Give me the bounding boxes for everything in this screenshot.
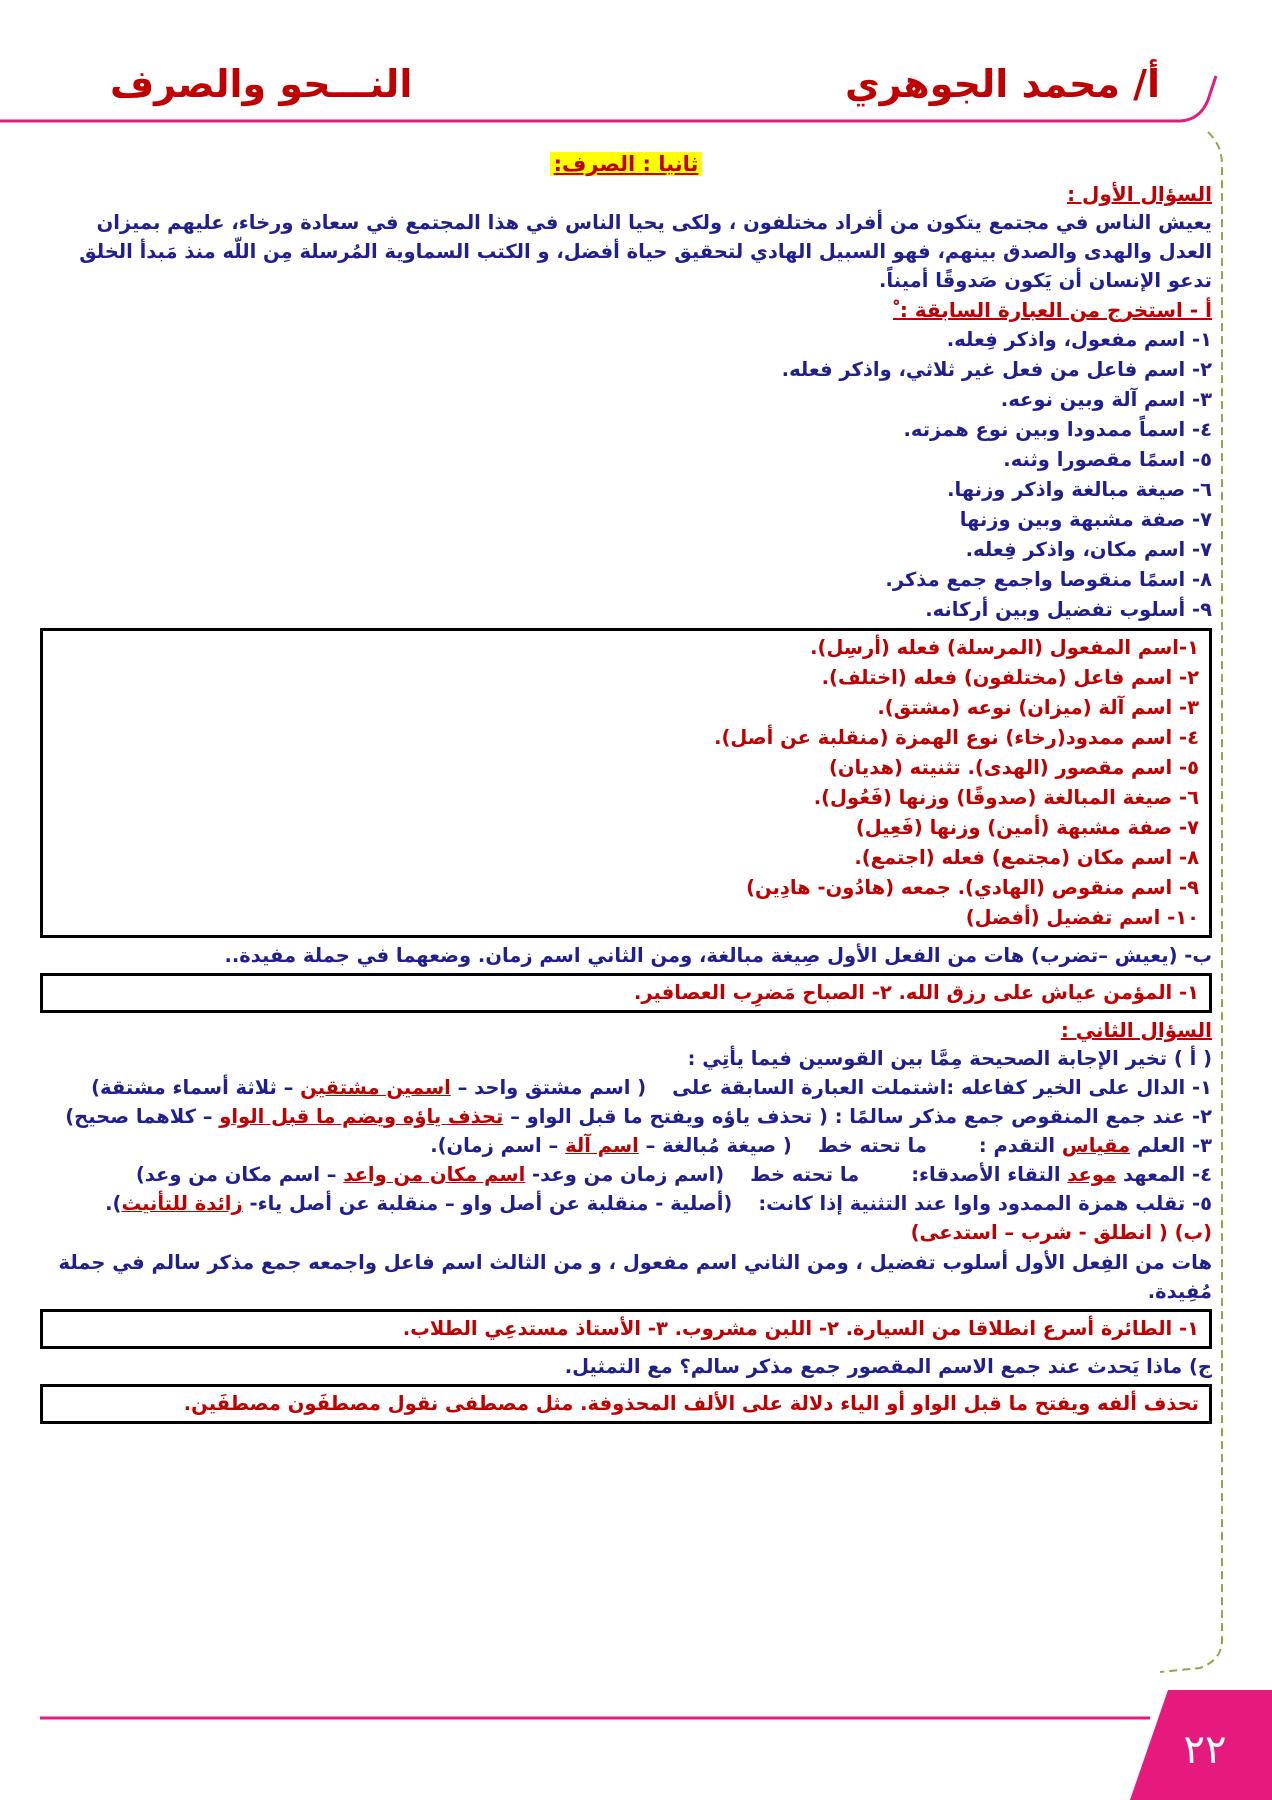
mcq-item: ٣- العلم مقياس التقدم :ما تحته خط( صيغة مُبالغة – اسم آلة – اسم زمان). [430,1134,1212,1157]
q1-part-b: ب- (يعيش –تضرب) هات من الفعل الأول صِيغة مبالغة، ومن الثاني اسم زمان. وضعهما في جملة مفيدة.. [224,944,1212,967]
list-item: ٧- صفة مشبهة وبين وزنها [959,508,1212,531]
q1-answer-box [40,628,1212,938]
q2-heading: السؤال الثاني : [1060,1018,1212,1042]
mcq-item: ٢- عند جمع المنقوص جمع مذكر سالمًا : ( تحذف ياؤه ويفتح ما قبل الواو – تحذف ياؤه ويضم ما قبل الواو – كلاهما صحيح) [65,1105,1212,1128]
list-item: ٣- اسم آلة وبين نوعه. [1000,388,1212,411]
header-author: أ/ محمد الجوهري [844,62,1160,106]
mcq-item: ٥- تقلب همزة الممدود واوا عند التثنية إذا كانت:(أصلية - منقلبة عن أصل واو – منقلبة عن أصل ياء- زائدة للتأنيث). [105,1192,1212,1215]
list-item: ٦- صيغة مبالغة واذكر وزنها. [947,478,1212,501]
q2-part-b-task: هات من الفِعل الأول أسلوب تفضيل ، ومن الثاني اسم مفعول ، و من الثالث اسم فاعل واجمعه جمع مذكر سالم في جملة مُفِيدة. [58,1251,1212,1303]
q1-part-a-heading: أ - استخرج من العبارة السابقة : ْ [892,298,1212,322]
list-item: ٤- اسماً ممدودا وبين نوع همزته. [903,418,1212,441]
answer-item: ٧- صفة مشبهة (أمين) وزنها (فَعِيل) [855,816,1199,839]
worksheet [40,150,1212,1427]
list-item: ٥- اسمًا مقصورا وثنه. [1003,448,1212,471]
answer-item: ٣- اسم آلة (ميزان) نوعه (مشتق). [877,696,1199,719]
answer-item: ٩- اسم منقوص (الهادي). جمعه (هادُون- هادِين) [746,876,1199,899]
answer-item: تحذف ألفه ويفتح ما قبل الواو أو الياء دلالة على الألف المحذوفة. مثل مصطفى نقول مصطفَون مصطفَين. [183,1392,1199,1415]
list-item: ٢- اسم فاعل من فعل غير ثلاثي، واذكر فعله. [781,358,1212,381]
mcq-correct-answer: اسم مكان من واعد [343,1163,526,1186]
mcq-correct-answer: زائدة للتأنيث [121,1192,243,1215]
answer-item: ٢- اسم فاعل (مختلفون) فعله (اختلف). [821,666,1199,689]
q2-part-b-verbs: (ب) ( انطلق - شرب – استدعى) [910,1221,1212,1244]
answer-item: ١- الطائرة أسرع انطلاقا من السيارة. ٢- اللبن مشروب. ٣- الأستاذ مستدعِي الطلاب. [402,1317,1199,1340]
section-title: ثانيا : الصرف: [40,152,1212,176]
q1-items [40,325,1212,625]
answer-item: ١٠- اسم تفضيل (أفضل) [965,906,1199,929]
answer-item: ١- المؤمن عياش على رزق الله. ٢- الصباح مَضرِب العصافير. [633,981,1199,1004]
answer-item: ١-اسم المفعول (المرسلة) فعله (أرسِل). [810,636,1199,659]
answer-item: ٨- اسم مكان (مجتمع) فعله (اجتمع). [854,846,1199,869]
q2-part-c-answer-box [40,1384,1212,1424]
list-item: ٨- اسمًا منقوصا واجمع جمع مذكر. [885,568,1212,591]
mcq-correct-answer: اسمين مشتقين [300,1076,451,1099]
list-item: ٧- اسم مكان، واذكر فِعله. [965,538,1212,561]
mcq-correct-answer: تحذف ياؤه ويضم ما قبل الواو [219,1105,504,1128]
answer-item: ٦- صيغة المبالغة (صدوقًا) وزنها (فَعُول). [813,786,1199,809]
header-subject: النـــحو والصرف [110,62,413,106]
q2-part-c: ج) ماذا يَحدث عند جمع الاسم المقصور جمع مذكر سالم؟ مع التمثيل. [564,1355,1212,1378]
mcq-item: ١- الدال على الخير كفاعله :اشتملت العبارة السابقة على( اسم مشتق واحد – اسمين مشتقين – ثلاثة أسماء مشتقة) [91,1076,1212,1099]
q2-intro: ( أ ) تخير الإجابة الصحيحة مِمَّا بين القوسين فيما يأتِي : [687,1047,1212,1070]
list-item: ١- اسم مفعول، واذكر فِعله. [946,328,1212,351]
answer-item: ٥- اسم مقصور (الهدى). تثنيته (هديان) [829,756,1199,779]
list-item: ٩- أسلوب تفضيل وبين أركانه. [925,598,1212,621]
mcq-item: ٤- المعهد موعد التقاء الأصدقاء:ما تحته خط(اسم زمان من وعد- اسم مكان من واعد – اسم مكان من وعد) [135,1163,1212,1186]
q2-part-b-answer-box [40,1309,1212,1349]
mcq-correct-answer: اسم آلة [565,1134,639,1157]
q1-heading: السؤال الأول : [1067,182,1212,206]
q1-part-b-answer-box [40,973,1212,1013]
answer-item: ٤- اسم ممدود(رخاء) نوع الهمزة (منقلبة عن أصل). [714,726,1199,749]
q1-passage: يعيش الناس في مجتمع يتكون من أفراد مختلفون ، ولكى يحيا الناس في هذا المجتمع في سعادة ورخاء، عليهم بميزان العدل والهدى والصدق بينهم، فهو السبيل الهادي لتحقيق حياة أفضل، و الكتب السماوية المُرسلة مِن اللّه منذ مَبدأ الخلق تدعو الإنسان أن يَكون صَدوقًا أميناً. [79,211,1212,292]
page-number: ٢٢ [1183,1727,1227,1773]
